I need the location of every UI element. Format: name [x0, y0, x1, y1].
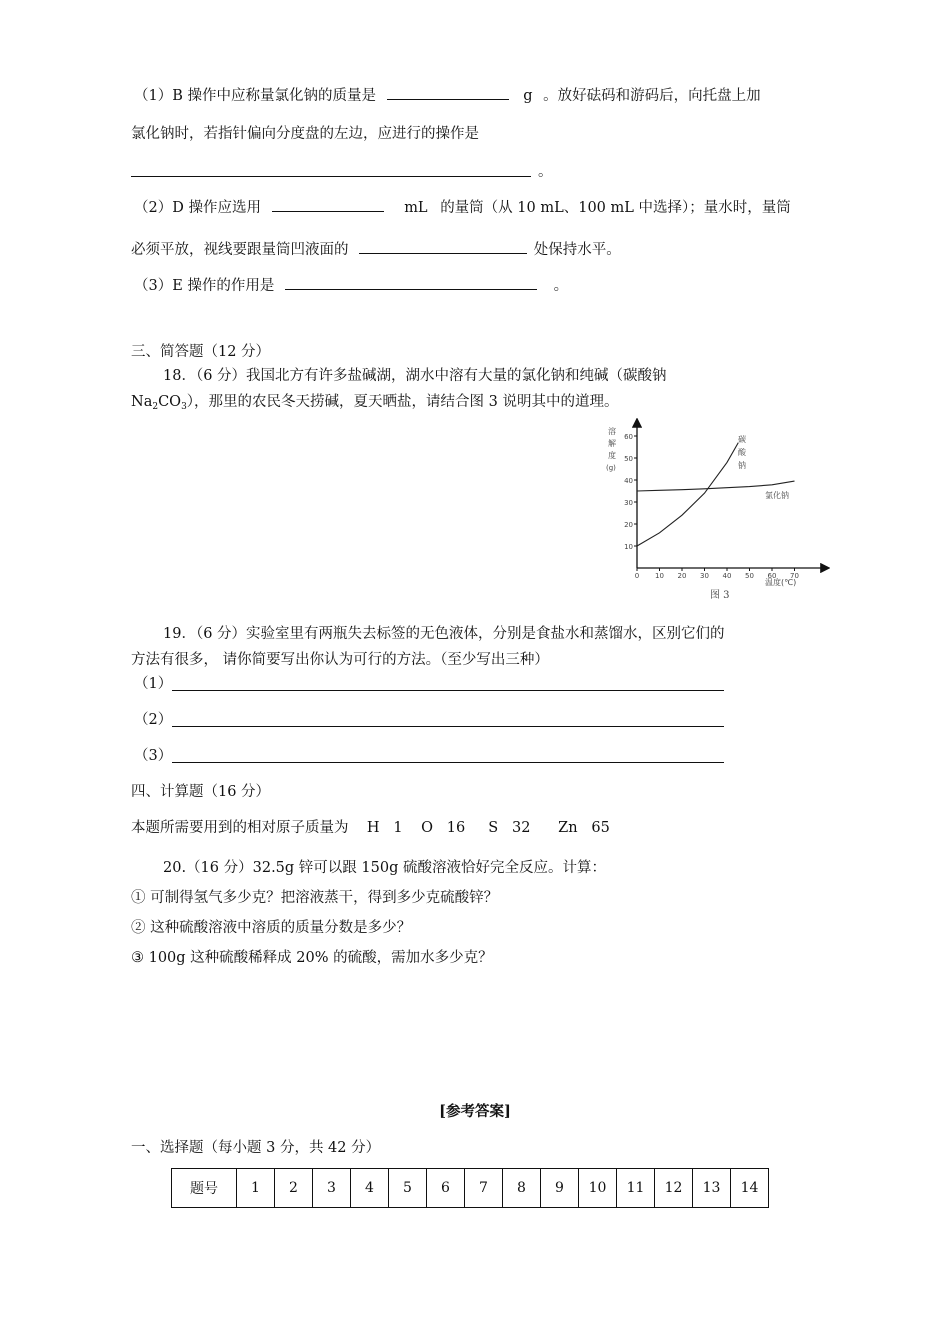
x-tick-label: 70 — [790, 572, 799, 580]
table-cell: 5 — [389, 1169, 427, 1208]
table-row — [172, 1169, 769, 1208]
table-cell: 6 — [427, 1169, 465, 1208]
table-cell: 8 — [503, 1169, 541, 1208]
q18-formula-co: CO — [158, 394, 182, 410]
section-3-heading: 三、简答题（12 分） — [131, 344, 271, 360]
q17-p2-unit: mL — [404, 200, 428, 216]
q17-line-4 — [131, 238, 621, 260]
y-tick-label: 40 — [624, 477, 633, 485]
q20-item-1: ① 可制得氢气多少克？把溶液蒸干，得到多少克硫酸锌？ — [131, 890, 499, 906]
table-cell: 2 — [275, 1169, 313, 1208]
table-cell: 14 — [731, 1169, 769, 1208]
q19-item-1-label: （1） — [134, 676, 173, 692]
table-cell: 1 — [237, 1169, 275, 1208]
table-cell: 4 — [351, 1169, 389, 1208]
q20-stem: 20.（16 分）32.5g 锌可以跟 150g 硫酸溶液恰好完全反应。计算： — [163, 860, 606, 876]
q20-item-2: ② 这种硫酸溶液中溶质的质量分数是多少？ — [131, 920, 412, 936]
series-line-nacl — [637, 481, 795, 491]
y-tick-label: 50 — [624, 455, 633, 463]
solubility-chart — [600, 418, 830, 610]
q17-p1-text-c: 氯化钠时，若指针偏向分度盘的左边，应进行的操作是 — [131, 126, 479, 142]
table-cell: 7 — [465, 1169, 503, 1208]
na2co3-label-char: 酸 — [738, 448, 746, 457]
answers-section-1: 一、选择题（每小题 3 分，共 42 分） — [131, 1140, 381, 1156]
y-axis-label — [606, 426, 616, 472]
q18-formula-sub-1: 2 — [152, 402, 159, 412]
q19-answer-line-1[interactable] — [172, 690, 724, 691]
q17-line-3 — [134, 196, 791, 218]
x-tick-label: 40 — [722, 572, 732, 580]
q17-cylinder-blank[interactable] — [272, 196, 384, 212]
section-4-heading: 四、计算题（16 分） — [131, 784, 271, 800]
y-unit-label: (g) — [606, 464, 616, 472]
y-tick-label: 20 — [624, 521, 633, 529]
q17-operation-blank[interactable] — [131, 176, 531, 177]
q17-p2-text-d: 处保持水平。 — [533, 242, 621, 258]
y-label-char: 度 — [608, 451, 616, 460]
series-line-na2co3 — [637, 443, 738, 546]
na2co3-label-char: 碳 — [738, 435, 746, 444]
y-tick-label: 10 — [624, 543, 633, 551]
y-tick-label: 30 — [624, 499, 633, 507]
answers-title: [参考答案] — [439, 1103, 511, 1120]
atomic-masses: 本题所需要用到的相对原子质量为 H 1 O 16 S 32 Zn 65 — [131, 820, 610, 836]
q17-e-operation-blank[interactable] — [285, 274, 537, 290]
q17-p1-text: （1）B 操作中应称量氯化钠的质量是 — [134, 88, 376, 104]
q18-formula-na: Na — [131, 394, 153, 410]
answer-table — [171, 1168, 769, 1208]
figure-caption: 图 3 — [710, 590, 730, 601]
na2co3-label-char: 钠 — [738, 461, 746, 470]
y-tick-label: 60 — [624, 433, 633, 441]
y-label-char: 溶 — [608, 427, 616, 436]
table-cell: 9 — [541, 1169, 579, 1208]
table-cell: 12 — [655, 1169, 693, 1208]
table-cell: 11 — [617, 1169, 655, 1208]
table-cell: 3 — [313, 1169, 351, 1208]
q19-line-2: 方法有很多， 请你简要写出你认为可行的方法。（至少写出三种） — [131, 652, 549, 668]
x-tick-label: 60 — [767, 572, 777, 580]
q18-line-1: 18．（6 分）我国北方有许多盐碱湖，湖水中溶有大量的氯化钠和纯碱（碳酸钠 — [163, 368, 667, 384]
q17-line-1 — [134, 84, 761, 106]
series-label-nacl: 氯化钠 — [765, 491, 789, 500]
q19-answer-line-2[interactable] — [172, 726, 724, 727]
x-tick-label: 30 — [700, 572, 709, 580]
q17-level-blank[interactable] — [359, 238, 527, 254]
q19-item-2-label: （2） — [134, 712, 173, 728]
series-label-na2co3 — [738, 434, 747, 470]
q17-line-2 — [131, 124, 479, 144]
q17-p3-end: 。 — [553, 278, 569, 294]
x-tick-label: 20 — [677, 572, 687, 580]
q19-answer-line-3[interactable] — [172, 762, 724, 763]
x-tick-label: 50 — [745, 572, 754, 580]
q17-p1-text-b: 。放好砝码和游码后，向托盘上加 — [543, 88, 761, 104]
table-cell: 13 — [693, 1169, 731, 1208]
q18-formula-sub-2: 3 — [181, 402, 187, 412]
q19-item-3-label: （3） — [134, 748, 173, 764]
q17-p1-unit: g — [523, 88, 533, 104]
y-label-char: 解 — [608, 439, 616, 448]
q17-p3-text: （3）E 操作的作用是 — [134, 278, 275, 294]
q20-item-3: ③ 100g 这种硫酸稀释成 20% 的硫酸，需加水多少克？ — [131, 950, 493, 966]
table-cell: 10 — [579, 1169, 617, 1208]
q17-line-5 — [134, 274, 568, 296]
x-tick-label: 10 — [655, 572, 664, 580]
x-axis-label: 温度(℃) — [765, 578, 797, 587]
q17-p1-end: 。 — [538, 164, 553, 180]
q17-p2-text-c: 必须平放，视线要跟量筒凹液面的 — [131, 242, 349, 258]
q17-p2-text: （2）D 操作应选用 — [134, 200, 261, 216]
q17-p2-text-b: 的量筒（从 10 mL、100 mL 中选择）；量水时，量筒 — [440, 200, 791, 216]
q18-line-2 — [131, 392, 619, 412]
x-tick-label: 0 — [634, 572, 640, 580]
q17-mass-blank[interactable] — [387, 84, 509, 100]
q19-line-1: 19．（6 分）实验室里有两瓶失去标签的无色液体，分别是食盐水和蒸馏水，区别它们的 — [163, 626, 725, 642]
table-header-cell: 题号 — [172, 1169, 237, 1208]
q18-text: ），那里的农民冬天捞碱，夏天晒盐，请结合图 3 说明其中的道理。 — [186, 394, 619, 410]
